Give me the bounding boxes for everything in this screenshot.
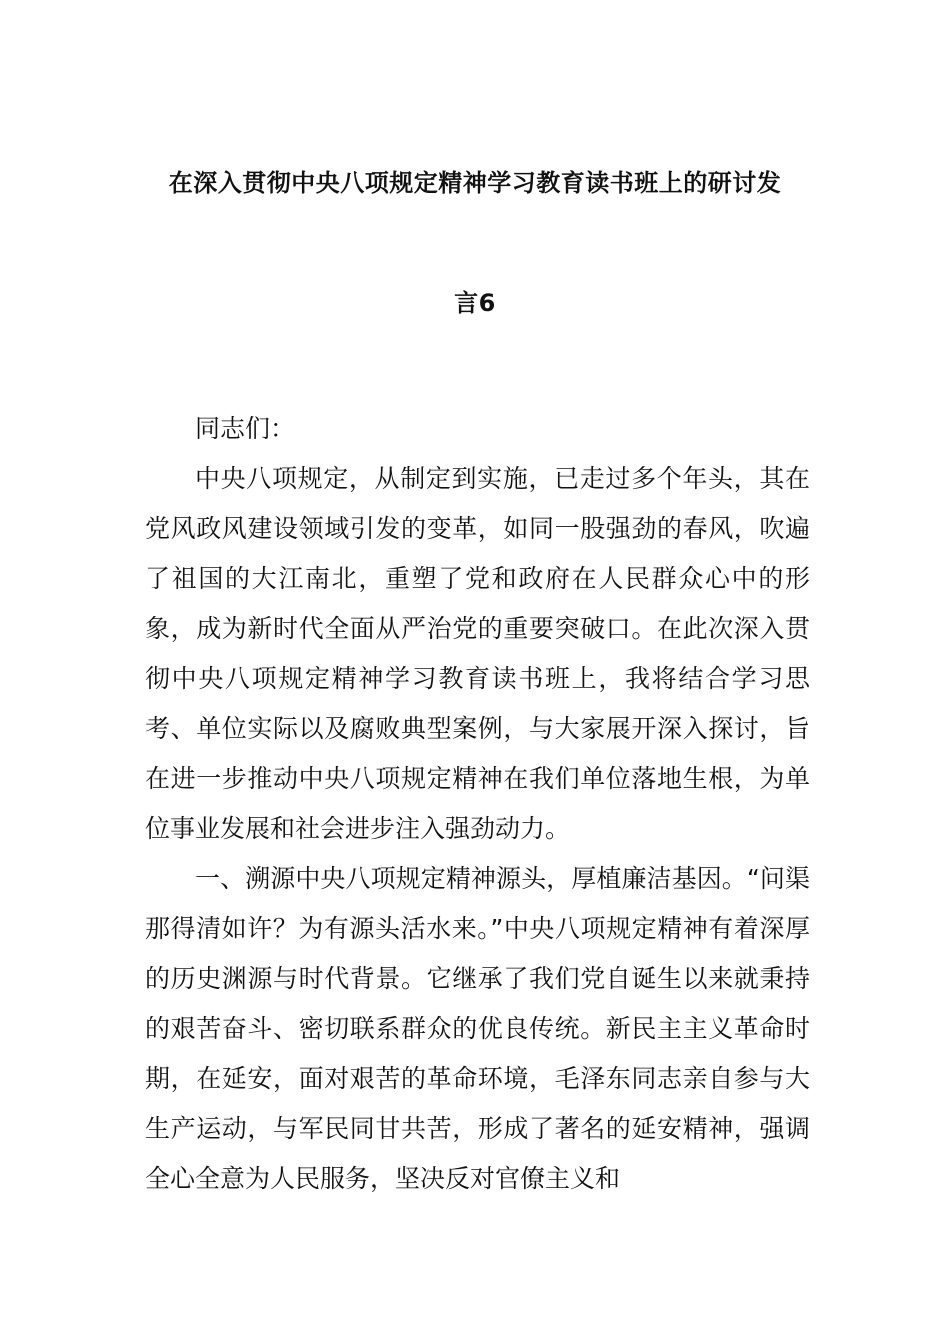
- document-title-line-1: 在深入贯彻中央八项规定精神学习教育读书班上的研讨发: [168, 169, 782, 197]
- document-body: [145, 404, 810, 1204]
- salutation: 同志们：: [195, 414, 296, 443]
- document-title-line-2: 言6: [454, 289, 496, 317]
- paragraph-intro: 中央八项规定，从制定到实施，已走过多个年头，其在党风政风建设领域引发的变革，如同一股强劲的春风，吹遍了祖国的大江南北，重塑了党和政府在人民群众心中的形象，成为新时代全面从严治党的重要突破口。在此次深入贯彻中央八项规定精神学习教育读书班上，我将结合学习思考、单位实际以及腐败典型案例，与大家展开深入探讨，旨在进一步推动中央八项规定精神在我们单位落地生根，为单位事业发展和社会进步注入强劲动力。: [145, 464, 810, 843]
- paragraph-section-1: 一、溯源中央八项规定精神源头，厚植廉洁基因。“问渠那得清如许？为有源头活水来。”中央八项规定精神有着深厚的历史渊源与时代背景。它继承了我们党自诞生以来就秉持的艰苦奋斗、密切联系群众的优良传统。新民主主义革命时期，在延安，面对艰苦的革命环境，毛泽东同志亲自参与大生产运动，与军民同甘共苦，形成了著名的延安精神，强调全心全意为人民服务，坚决反对官僚主义和: [145, 864, 810, 1193]
